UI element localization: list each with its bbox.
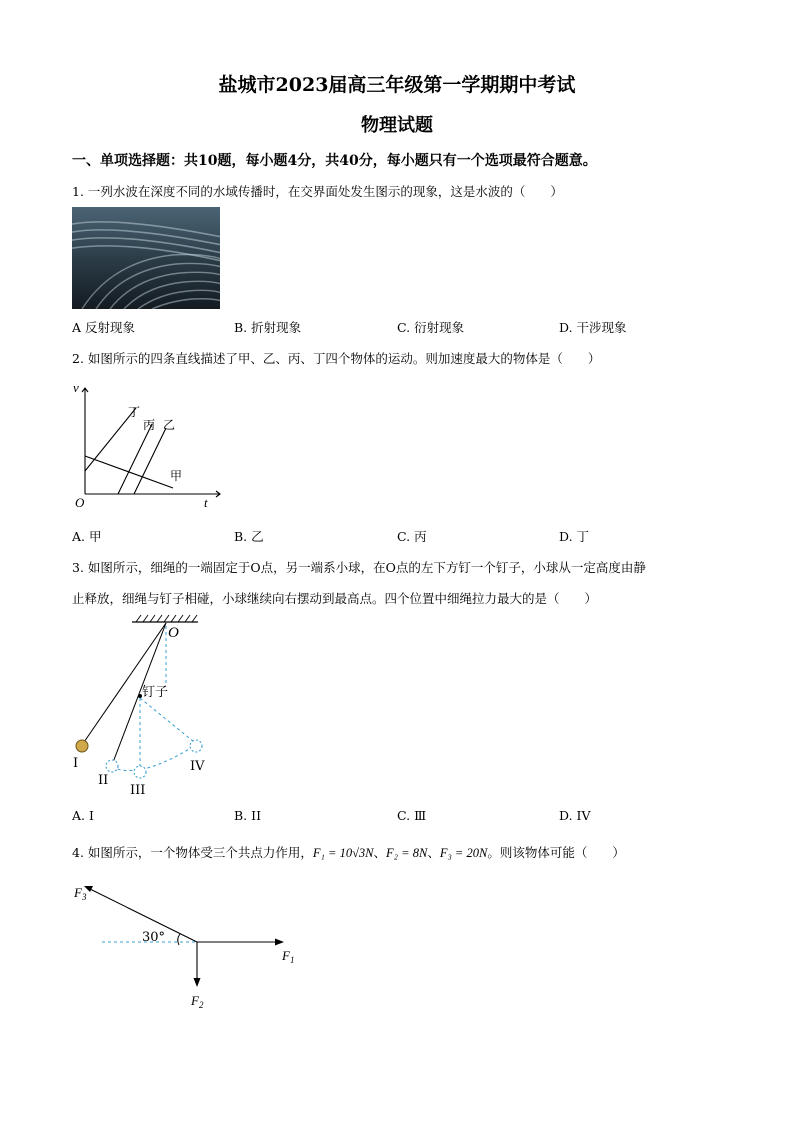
q4-f1-expression: F₁ = 10√3N — [312, 846, 374, 860]
ball-position-iv — [190, 740, 202, 752]
graph-axis-t: t — [204, 495, 208, 510]
q4-f2-expression: F₂ = 8N — [386, 846, 428, 860]
q1-option-b: B. 折射现象 — [234, 320, 302, 335]
velocity-time-graph — [70, 376, 230, 510]
page-subtitle: 物理试题 — [361, 115, 433, 136]
position-label-i: I — [73, 756, 79, 771]
q1-option-a: A 反射现象 — [72, 320, 136, 335]
q2-option-c: C. 丙 — [397, 529, 427, 544]
q4-text-suffix: 。则该物体可能（ ） — [487, 845, 625, 860]
graph-origin: O — [75, 495, 85, 510]
graph-axis-v: v — [73, 380, 79, 395]
q4-separator-1: 、 — [373, 845, 387, 860]
f1-arrowhead — [275, 939, 284, 946]
question-3-line-2: 止释放，细绳与钉子相碰，小球继续向右摆动到最高点。四个位置中细绳拉力最大的是（ ） — [72, 591, 598, 606]
f2-arrowhead — [194, 978, 201, 987]
question-4-text — [72, 843, 625, 861]
q2-option-d: D. 丁 — [559, 529, 590, 544]
section-heading: 一、单项选择题：共10题，每小题4分，共40分，每小题只有一个选项最符合题意。 — [72, 153, 597, 169]
q3-option-c: C. Ⅲ — [397, 808, 427, 823]
q2-option-a: A. 甲 — [72, 529, 102, 544]
position-label-ii: II — [98, 773, 109, 788]
q1-option-d: D. 干涉现象 — [559, 320, 627, 335]
line-label-jia: 甲 — [170, 469, 183, 483]
ball-position-i — [76, 740, 88, 752]
q3-option-d: D. IV — [559, 808, 591, 823]
f2-label: $F_2$ — [191, 993, 204, 1010]
ball-position-ii — [106, 760, 118, 772]
q4-text-prefix: 4. 如图所示，一个物体受三个共点力作用， — [72, 845, 313, 860]
force-diagram — [70, 875, 310, 1015]
position-label-iv: IV — [190, 759, 205, 774]
question-1-text: 1. 一列水波在深度不同的水域传播时，在交界面处发生图示的现象，这是水波的（ ） — [72, 184, 563, 199]
q3-option-b: B. II — [234, 808, 262, 823]
question-3-line-1: 3. 如图所示，细绳的一端固定于O点，另一端系小球，在O点的左下方钉一个钉子，小球从一定高度由静 — [72, 560, 646, 575]
position-label-iii: III — [130, 783, 146, 798]
ball-position-iii — [134, 766, 146, 778]
q3-option-a: A. I — [72, 808, 94, 823]
question-2-text: 2. 如图所示的四条直线描述了甲、乙、丙、丁四个物体的运动。则加速度最大的物体是（ ） — [72, 351, 601, 366]
q2-option-b: B. 乙 — [234, 529, 264, 544]
f1-label: $F_1$ — [282, 948, 295, 965]
line-label-yi: 乙 — [163, 418, 176, 432]
water-wave-photo — [72, 207, 220, 309]
q4-f3-expression: F₃ = 20N — [439, 846, 488, 860]
line-label-bing: 丙 — [143, 418, 156, 432]
page-title: 盐城市2023届高三年级第一学期期中考试 — [218, 74, 576, 96]
line-bing — [118, 424, 152, 494]
pendulum-nail-figure — [70, 614, 230, 800]
point-o-label: O — [168, 625, 179, 641]
nail-label: 钉子 — [142, 685, 169, 700]
f3-label: $F_3$ — [74, 885, 87, 902]
q1-option-c: C. 衍射现象 — [397, 320, 465, 335]
line-label-ding: 丁 — [128, 405, 141, 419]
q4-separator-2: 、 — [427, 845, 440, 860]
angle-label: 30° — [142, 930, 166, 945]
